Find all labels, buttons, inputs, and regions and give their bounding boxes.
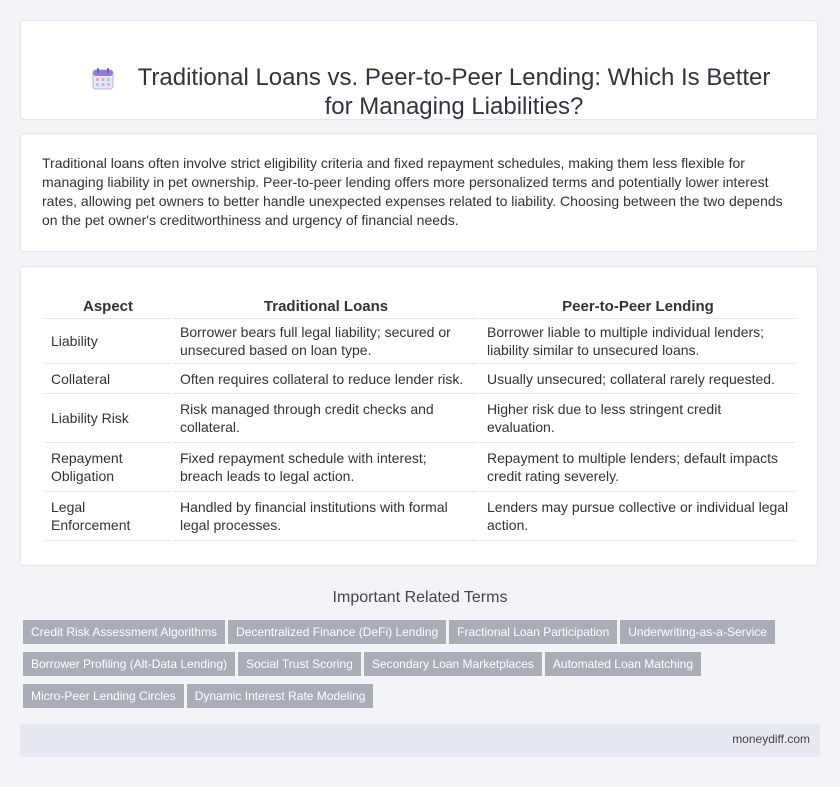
related-term-tag[interactable]: Dynamic Interest Rate Modeling — [187, 684, 374, 708]
cell-traditional: Often requires collateral to reduce lender risk. — [174, 364, 478, 394]
header-aspect: Aspect — [45, 296, 171, 319]
intro-paragraph: Traditional loans often involve strict eligibility criteria and fixed repayment schedules, making them less flexible for managing liability in pet ownership. Peer-to-peer lending offers more personalized terms and potentially lower interest rates, allowing pet owners to better handle unexpected expenses related to liability. Choosing between the two depends on the pet owner's creditworthiness and urgency of financial needs. — [42, 155, 783, 228]
cell-p2p: Repayment to multiple lenders; default impacts credit rating severely. — [481, 443, 795, 492]
related-terms-heading: Important Related Terms — [332, 589, 508, 606]
comparison-table — [42, 296, 798, 541]
page-title: Traditional Loans vs. Peer-to-Peer Lending: Which Is Better for Managing Liabilities? — [137, 64, 771, 120]
cell-p2p: Usually unsecured; collateral rarely requested. — [481, 364, 795, 394]
cell-aspect: Legal Enforcement — [45, 492, 171, 541]
table-row — [45, 364, 795, 394]
table-row — [45, 319, 795, 364]
cell-aspect: Liability — [45, 319, 171, 364]
title-card — [20, 20, 818, 120]
related-term-tag[interactable]: Decentralized Finance (DeFi) Lending — [228, 620, 446, 644]
related-term-tag[interactable]: Borrower Profiling (Alt-Data Lending) — [23, 652, 235, 676]
footer-site-link[interactable]: moneydiff.com — [732, 732, 810, 746]
header-traditional: Traditional Loans — [174, 296, 478, 319]
table-row — [45, 443, 795, 492]
cell-p2p: Higher risk due to less stringent credit evaluation. — [481, 394, 795, 443]
cell-traditional: Borrower bears full legal liability; secured or unsecured based on loan type. — [174, 319, 478, 364]
table-header-row — [45, 296, 795, 319]
cell-aspect: Liability Risk — [45, 394, 171, 443]
related-term-tag[interactable]: Social Trust Scoring — [238, 652, 361, 676]
related-term-tag[interactable]: Fractional Loan Participation — [449, 620, 617, 644]
cell-p2p: Lenders may pursue collective or individual legal action. — [481, 492, 795, 541]
cell-p2p: Borrower liable to multiple individual lenders; liability similar to unsecured loans. — [481, 319, 795, 364]
related-terms-list — [23, 620, 823, 716]
calendar-icon — [91, 67, 115, 91]
related-term-tag[interactable]: Micro-Peer Lending Circles — [23, 684, 184, 708]
cell-aspect: Collateral — [45, 364, 171, 394]
cell-traditional: Risk managed through credit checks and collateral. — [174, 394, 478, 443]
related-term-tag[interactable]: Secondary Loan Marketplaces — [364, 652, 542, 676]
related-term-tag[interactable]: Automated Loan Matching — [545, 652, 701, 676]
table-row — [45, 492, 795, 541]
related-term-tag[interactable]: Underwriting-as-a-Service — [620, 620, 775, 644]
header-p2p: Peer-to-Peer Lending — [481, 296, 795, 319]
intro-card — [20, 133, 818, 252]
cell-traditional: Handled by financial institutions with formal legal processes. — [174, 492, 478, 541]
comparison-card — [20, 266, 818, 566]
cell-aspect: Repayment Obligation — [45, 443, 171, 492]
table-row — [45, 394, 795, 443]
footer — [20, 724, 820, 757]
related-term-tag[interactable]: Credit Risk Assessment Algorithms — [23, 620, 225, 644]
cell-traditional: Fixed repayment schedule with interest; breach leads to legal action. — [174, 443, 478, 492]
